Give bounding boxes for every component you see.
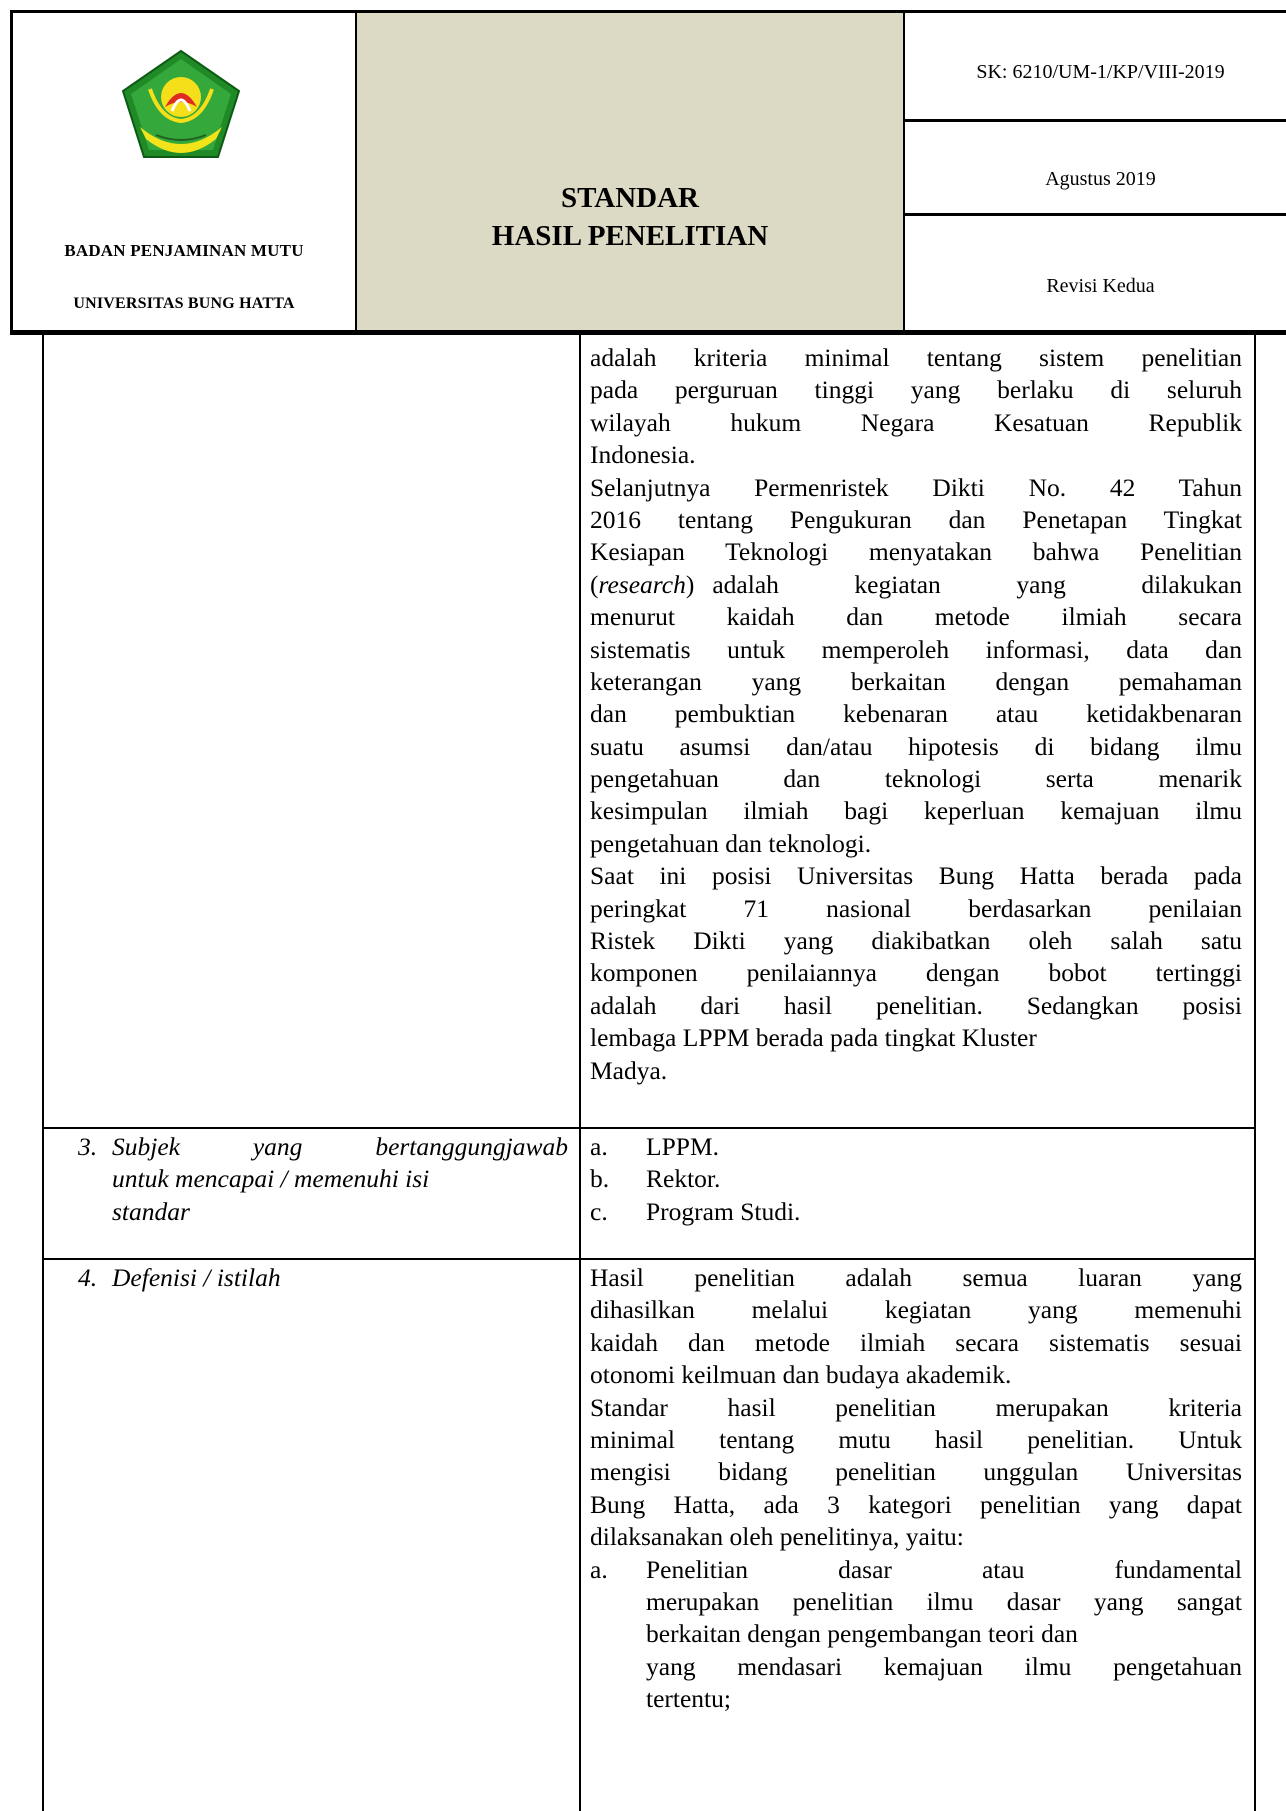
list-item	[590, 1196, 1242, 1228]
intro-line: 2016 tentang Pengukuran dan Penetapan Tingkat	[590, 504, 1242, 534]
category-list-item	[590, 1618, 1242, 1650]
row4-label	[78, 1262, 568, 1294]
header-meta-divider-2	[903, 213, 1286, 216]
intro-line: Madya.	[590, 1055, 668, 1085]
intro-line: Selanjutnya Permenristek Dikti No. 42 Tahun	[590, 472, 1242, 502]
row3-label-line	[78, 1131, 568, 1163]
document-title-line1: STANDAR	[560, 182, 700, 214]
definition-line: otonomi keilmuan dan budaya akademik.	[590, 1360, 1012, 1390]
document-title-line2: HASIL PENELITIAN	[491, 220, 769, 252]
document-title	[357, 179, 903, 255]
category-list-item	[590, 1554, 1242, 1586]
intro-line-research	[590, 569, 1242, 601]
row3-label-text: Subjek yang bertanggungjawab	[112, 1132, 568, 1161]
logo-cell	[13, 13, 355, 330]
table-border-right	[1254, 335, 1256, 1811]
category-line: yang mendasari kemajuan ilmu pengetahuan	[646, 1651, 1242, 1681]
table-column-divider	[579, 335, 581, 1811]
header-meta-divider-1	[903, 119, 1286, 122]
row-divider-3	[42, 1127, 1256, 1129]
intro-line: Indonesia.	[590, 440, 696, 470]
table-border-left	[42, 335, 44, 1811]
intro-line: adalah kriteria minimal tentang sistem penelitian	[590, 343, 1242, 372]
intro-line: lembaga LPPM berada pada tingkat Kluster	[590, 1023, 1037, 1053]
document-header	[10, 10, 1286, 333]
intro-line: Kesiapan Teknologi menyatakan bahwa Penelitian	[590, 537, 1242, 567]
row-divider-4	[42, 1258, 1256, 1260]
header-border-bottom	[10, 330, 1286, 335]
row3-label-line	[78, 1163, 568, 1195]
category-list-item	[590, 1651, 1242, 1683]
row3-number: 3.	[78, 1132, 98, 1161]
list-item-text: Program Studi.	[646, 1196, 801, 1226]
intro-line: komponen penilaiannya dengan bobot tertinggi	[590, 958, 1242, 988]
category-line: berkaitan dengan pengembangan teori dan	[646, 1619, 1078, 1649]
list-item-text: Rektor.	[646, 1164, 721, 1194]
category-list-item	[590, 1683, 1242, 1715]
org-name-line1: BADAN PENJAMINAN MUTU	[64, 241, 304, 260]
row3-label	[78, 1131, 568, 1228]
research-term-wrap: (research)	[590, 569, 695, 599]
list-marker: c.	[590, 1196, 608, 1226]
intro-line: kesimpulan ilmiah bagi keperluan kemajuan ilmu	[590, 796, 1242, 826]
definition-line: kaidah dan metode ilmiah secara sistematis sesuai	[590, 1327, 1242, 1357]
list-marker: a.	[590, 1132, 608, 1161]
intro-line: pengetahuan dan teknologi serta menarik	[590, 764, 1242, 794]
definition-line: dihasilkan melalui kegiatan yang memenuhi	[590, 1295, 1242, 1325]
intro-line: peringkat 71 nasional berdasarkan penilaian	[590, 893, 1242, 923]
intro-line: keterangan yang berkaitan dengan pemahaman	[590, 666, 1242, 696]
definition-line: Hasil penelitian adalah semua luaran yang	[590, 1263, 1242, 1292]
category-line: Penelitian dasar atau fundamental	[646, 1554, 1242, 1584]
definition-line: dilaksanakan oleh penelitinya, yaitu:	[590, 1522, 964, 1552]
revision-label: Revisi Kedua	[1046, 275, 1155, 297]
intro-line: Ristek Dikti yang diakibatkan oleh salah satu	[590, 926, 1242, 956]
list-item	[590, 1131, 1242, 1163]
row3-label-text: untuk mencapai / memenuhi isi	[112, 1164, 430, 1194]
intro-line: menurut kaidah dan metode ilmiah secara	[590, 602, 1242, 632]
list-marker: b.	[590, 1164, 610, 1194]
university-logo-icon	[120, 49, 242, 161]
category-line: tertentu;	[646, 1684, 731, 1714]
intro-line: pada perguruan tinggi yang berlaku di seluruh	[590, 375, 1242, 405]
row4-label-line	[78, 1262, 568, 1294]
definition-line: mengisi bidang penelitian unggulan Universitas	[590, 1457, 1242, 1487]
research-term: research	[598, 569, 686, 599]
category-list-item	[590, 1586, 1242, 1618]
org-name-line2: UNIVERSITAS BUNG HATTA	[73, 295, 295, 312]
intro-line: suatu asumsi dan/atau hipotesis di bidang ilmu	[590, 731, 1242, 761]
document-title-cell	[357, 13, 903, 330]
definition-line: minimal tentang mutu hasil penelitian. Untuk	[590, 1424, 1242, 1454]
intro-line: adalah dari hasil penelitian. Sedangkan posisi	[590, 990, 1242, 1020]
row3-label-line	[78, 1196, 568, 1228]
document-date: Agustus 2019	[1045, 168, 1156, 190]
list-item	[590, 1163, 1242, 1195]
list-item-text: LPPM.	[646, 1132, 719, 1161]
row3-responsible-list	[590, 1131, 1242, 1228]
intro-line: wilayah hukum Negara Kesatuan Republik	[590, 407, 1242, 437]
row3-label-text: standar	[112, 1196, 190, 1226]
row4-label-text: Defenisi / istilah	[112, 1263, 281, 1292]
intro-line: sistematis untuk memperoleh informasi, data dan	[590, 634, 1242, 664]
intro-text	[590, 342, 1242, 1087]
sk-number: SK: 6210/UM-1/KP/VIII-2019	[976, 61, 1225, 83]
intro-line: Saat ini posisi Universitas Bung Hatta berada pada	[590, 861, 1242, 891]
intro-line: dan pembuktian kebenaran atau ketidakbenaran	[590, 699, 1242, 729]
intro-line: pengetahuan dan teknologi.	[590, 828, 872, 858]
row4-number: 4.	[78, 1263, 98, 1292]
definition-line: Bung Hatta, ada 3 kategori penelitian yang dapat	[590, 1489, 1242, 1519]
definition-line: Standar hasil penelitian merupakan kriteria	[590, 1392, 1242, 1422]
list-marker: a.	[590, 1554, 608, 1584]
category-line: merupakan penelitian ilmu dasar yang sangat	[646, 1586, 1242, 1616]
intro-line: adalah kegiatan yang dilakukan	[712, 569, 1242, 599]
row4-definition-text	[590, 1262, 1242, 1715]
